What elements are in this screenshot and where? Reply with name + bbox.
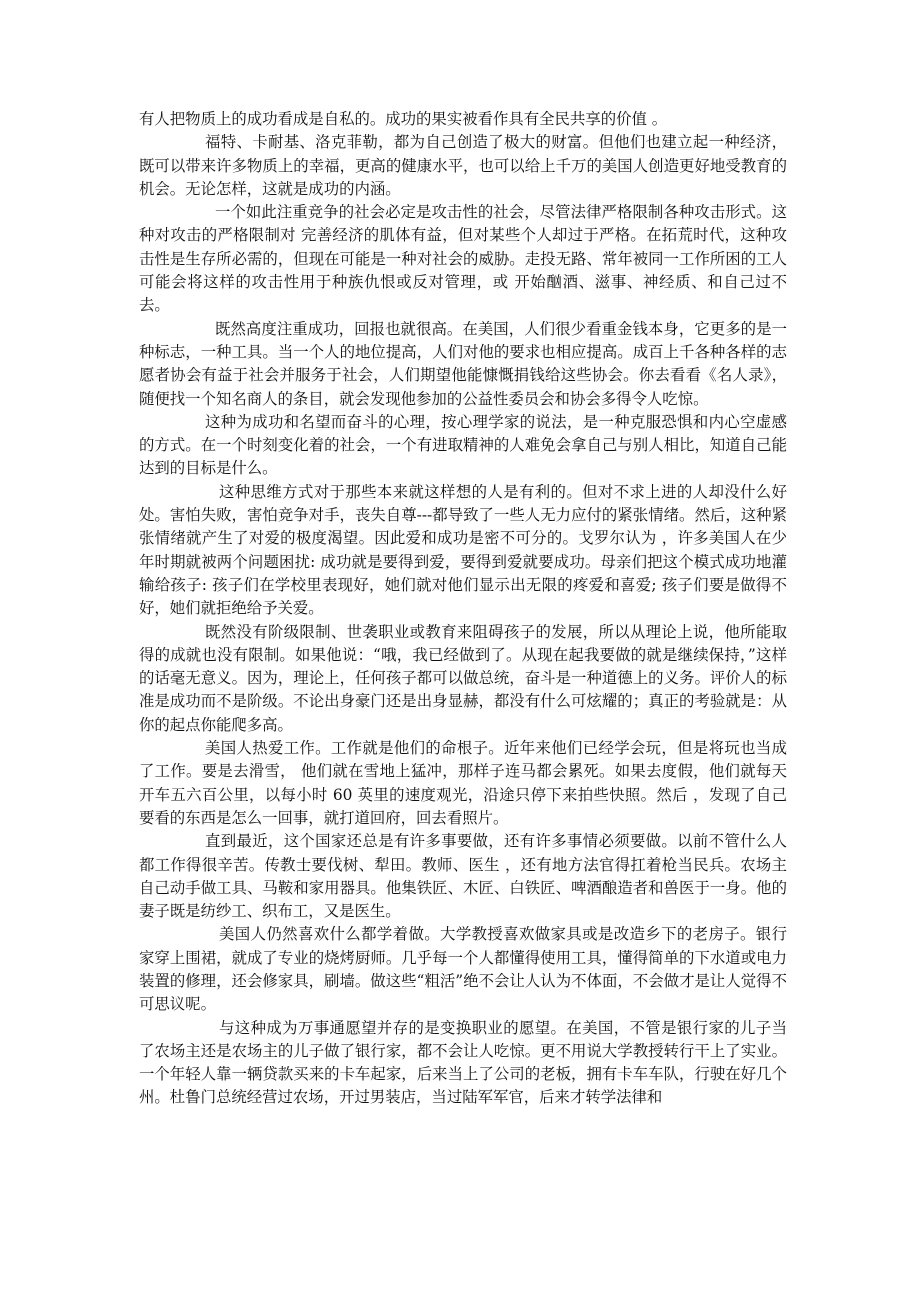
paragraph-9: 直到最近，这个国家还总是有许多事要做，还有许多事情必须要做。以前不管什么人都工作得很辛苦。传教士要伐树、犁田。教师、医生 ，还有地方法官得扛着枪当民兵。农场主自己动手做工具、马鞍和家用器具。他集铁匠、木匠、白铁匠、啤酒酿造者和兽医于一身。他的妻子既是纺纱工、织布工，又是医生。 — [139, 832, 787, 921]
paragraph-4: 既然高度注重成功，回报也就很高。在美国，人们很少看重金钱本身，它更多的是一种标志，一种工具。当一个人的地位提高，人们对他的要求也相应提高。成百上千各种各样的志愿者协会有益于社会并服务于社会，人们期望他能慷慨捐钱给这些协会。你去看看《名人录》，随便找一个知名商人的条目，就会发现他参加的公益性委员会和协会多得令人吃惊。 — [139, 319, 787, 408]
paragraph-3: 一个如此注重竞争的社会必定是攻击性的社会，尽管法律严格限制各种攻击形式。这种对攻击的严格限制对 完善经济的肌体有益，但对某些个人却过于严格。在拓荒时代，这种攻击性是生存所必需的，但现在可能是一种对社会的威胁。走投无路、常年被同一工作所困的工人可能会将这样的攻击性用于种族仇恨或反对管理，或 开始酗酒、滋事、神经质、和自己过不去。 — [139, 203, 787, 315]
paragraph-1: 有人把物质上的成功看成是自私的。成功的果实被看作具有全民共享的价值 。 — [139, 110, 668, 128]
paragraph-11: 与这种成为万事通愿望并存的是变换职业的愿望。在美国，不管是银行家的儿子当了农场主还是农场主的儿子做了银行家，都不会让人吃惊。更不用说大学教授转行干上了实业。 一个年轻人靠一辆贷款买来的卡车起家，后来当上了公司的老板，拥有卡车车队，行驶在好几个州。杜鲁门总统经营过农场，开过男装店，当过陆军军官，后来才转学法律和 — [139, 1018, 787, 1107]
document-body — [139, 108, 787, 1110]
paragraph-5: 这种为成功和名望而奋斗的心理，按心理学家的说法，是一种克服恐惧和内心空虚感的方式。在一个时刻变化着的社会，一个有进取精神的人难免会拿自己与别人相比，知道自己能达到的目标是什么。 — [139, 412, 787, 478]
paragraph-6: 这种思维方式对于那些本来就这样想的人是有利的。但对不求上进的人却没什么好处。害怕失败，害怕竞争对手，丧失自尊---都导致了一些人无力应付的紧张情绪。然后，这种紧张情绪就产生了对爱的极度渴望。因此爱和成功是密不可分的。戈罗尔认为 ，许多美国人在少年时期就被两个问题困扰: 成功就是要得到爱，要得到爱就要成功。母亲们把这个模式成功地灌输给孩子: 孩子们在学校里表现好，她们就对他们显示出无限的疼爱和喜爱; 孩子们要是做得不好，她们就拒绝给予关爱。 — [139, 482, 787, 618]
paragraph-7: 既然没有阶级限制、世袭职业或教育来阻碍孩子的发展，所以从理论上说，他所能取得的成就也没有限制。如果他说：“哦，我已经做到了。从现在起我要做的就是继续保持，”这样的话毫无意义。因为，理论上，任何孩子都可以做总统，奋斗是一种道德上的义务。评价人的标准是成功而不是阶级。不论出身豪门还是出身显赫，都没有什么可炫耀的；真正的考验就是：从你的起点你能爬多高。 — [139, 622, 787, 734]
paragraph-8: 美国人热爱工作。工作就是他们的命根子。近年来他们已经学会玩，但是将玩也当成了工作。要是去滑雪， 他们就在雪地上猛冲，那样子连马都会累死。如果去度假，他们就每天开车五六百公里，以每小时 60 英里的速度观光，沿途只停下来拍些快照。然后 ，发现了自己要看的东西是怎么一回事，就打道回府，回去看照片。 — [139, 739, 787, 827]
paragraph-2: 福特、卡耐基、洛克菲勒，都为自己创造了极大的财富。但他们也建立起一种经济，既可以带来许多物质上的幸福，更高的健康水平，也可以给上千万的美国人创造更好地受教育的机会。无论怎样，这就是成功的内涵。 — [139, 133, 787, 198]
paragraph-10: 美国人仍然喜欢什么都学着做。大学教授喜欢做家具或是改造乡下的老房子。银行家穿上围裙，就成了专业的烧烤厨师。几乎每一个人都懂得使用工具，懂得简单的下水道或电力装置的修理，还会修家具，刷墙。做这些“粗活”绝不会让人认为不体面，不会做才是让人觉得不可思议呢。 — [139, 925, 787, 1014]
